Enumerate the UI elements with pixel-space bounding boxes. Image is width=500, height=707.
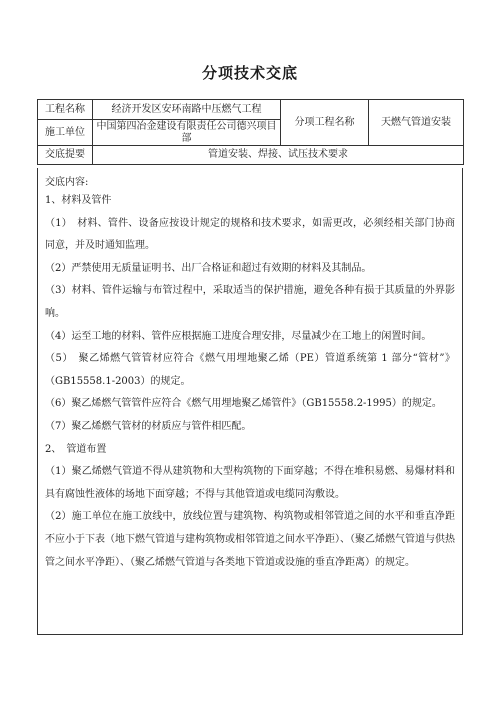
paragraph: （1） 材料、管件、设备应按设计规定的规格和技术要求，如需更改，必须经相关部门协商同意，并及时通知监理。 [45,217,455,252]
project-name-label: 工程名称 [38,100,93,120]
paragraph: （4）运至工地的材料、管件应根据施工进度合理安排，尽量减少在工地上的闲置时间。 [45,330,432,342]
contractor-label: 施工单位 [38,120,93,146]
content-body [38,190,462,574]
summary-value: 管道安装、焊接、试压技术要求 [93,146,464,165]
contractor-value: 中国第四冶金建设有限责任公司德兴项目部 [93,120,281,146]
page-title: 分项技术交底 [201,64,298,82]
paragraph: （5） 聚乙烯燃气管管材应符合《燃气用埋地聚乙烯（PE）管道系统第 1 部分“管材”》（GB15558.1-2003）的规定。 [45,353,455,387]
paragraph: （2）施工单位在施工放线中，放线位置与建筑物、构筑物或相邻管道之间的水平和垂直净距不应小于下表（地下燃气管道与建构筑物或相邻管道之间水平净距）、（聚乙烯燃气管道与供热管之间水平净距）、（聚乙烯燃气管道与各类地下管道或设施的垂直净距离）的规定。 [45,511,455,568]
content-label: 交底内容: [45,177,89,188]
section-heading: 1、材料及管件 [45,195,112,206]
sub-project-value: 天燃气管道安装 [369,100,464,146]
paragraph: （2）严禁使用无质量证明书、出厂合格证和超过有效期的材料及其制品。 [45,262,372,274]
section-heading: 2、 管道布置 [45,443,107,455]
paragraph: （1）聚乙烯燃气管道不得从建筑物和大型构筑物的下面穿越；不得在堆积易燃、易爆材料和具有腐蚀性液体的场地下面穿越；不得与其他管道或电缆同沟敷设。 [45,466,455,500]
content-box [37,168,463,635]
project-name-value: 经济开发区安环南路中压燃气工程 [93,100,281,120]
paragraph: （3）材料、管件运输与布管过程中，采取适当的保护措施，避免各种有损于其质量的外界影响。 [45,285,455,319]
sub-project-label: 分项工程名称 [281,100,369,146]
paragraph: （7）聚乙烯燃气管材的材质应与管件相匹配。 [45,420,252,432]
paragraph: （6）聚乙烯燃气管管件应符合《燃气用埋地聚乙烯管件》（GB15558.2-1995）的规定。 [45,398,442,410]
header-table [37,99,464,165]
summary-label: 交底提要 [38,146,93,165]
